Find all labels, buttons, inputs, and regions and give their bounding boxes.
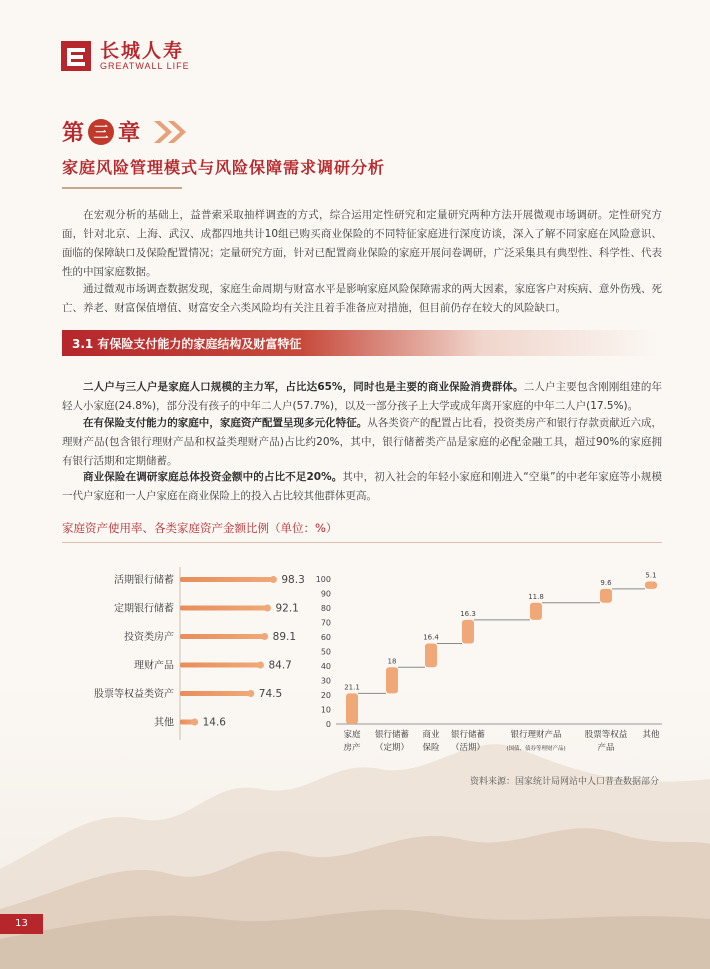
waterfall-y-tick-label: 70 [320,618,331,628]
hbar-category-label: 投资类房产 [124,632,174,643]
waterfall-value-label: 18 [387,657,397,666]
waterfall-category-label: 商业 [422,730,440,740]
hbar-value-label: 74.5 [258,688,283,700]
waterfall-y-tick-label: 10 [320,705,331,715]
section-header-bar [62,330,662,356]
waterfall-category-label: 家庭 [343,730,361,740]
brand-name-en: GREATWALL LIFE [100,61,190,71]
chapter-suffix: 章 [118,121,141,146]
waterfall-category-label: 银行储蓄 [374,730,410,740]
waterfall-bar [530,603,542,620]
waterfall-bar [600,589,612,603]
hbar-bar-end [247,690,254,697]
hbar-bar-end [257,662,264,669]
waterfall-value-label: 16.3 [460,609,476,618]
waterfall-value-label: 16.4 [423,633,439,642]
waterfall-value-label: 21.1 [344,683,360,692]
waterfall-category-label: 产品 [597,743,615,753]
hbar-value-label: 89.1 [272,631,297,643]
waterfall-y-tick-label: 0 [325,720,331,729]
hbar-bar [180,691,251,696]
waterfall-value-label: 11.8 [528,592,544,601]
chapter-title: 家庭风险管理模式与风险保障需求调研分析 [62,158,386,177]
section-title: 3.1 有保险支付能力的家庭结构及财富特征 [72,337,302,351]
waterfall-y-tick-label: 60 [320,633,331,642]
hbar-value-label: 14.6 [202,716,226,729]
hbar-value-label: 84.7 [268,659,292,672]
waterfall-bar [645,581,657,588]
waterfall-bar [462,620,474,644]
finding-2-body: 从各类资产的配置占比看，投资类房产和银行存款贡献近六成，理财产品(包含银行理财产品和权益类理财产品)占比约20%，其中，银行储蓄类产品是家庭的必配金融工具，超过90%的家庭拥有银行活期和定期储蓄。 [62,417,662,467]
waterfall-category-label: 银行理财产品 [510,730,562,740]
waterfall-bar [346,693,358,724]
waterfall-category-label: 保险 [422,743,440,753]
waterfall-y-tick-label: 100 [315,575,331,584]
finding-2-highlight: 在有保险支付能力的家庭中，家庭资产配置呈现多元化特征。 [83,417,368,429]
intro-paragraph-1: 在宏观分析的基础上，益普索采取抽样调查的方式，综合运用定性研究和定量研究两种方法开展微观市场调研。定性研究方面，针对北京、上海、武汉、成都四地共计10组已购买商业保险的不同特征家庭进行深度访谈，深入了解不同家庭在风险意识、面临的保障缺口及保险配置情况；定量研究方面，针对已配置商业保险的家庭开展问卷调研，广泛采集具有典型性、科学性、代表性的中国家庭数据。 [62,209,662,278]
source-note: 资料来源：国家统计局网站中人口普查数据部分 [470,777,660,787]
hbar-bar-end [264,605,271,612]
chapter-label [62,116,190,147]
hbar-bar [180,663,260,668]
hbar-bar-end [270,576,277,583]
waterfall-category-label: (国债、债券等理财产品) [506,746,566,752]
hbar-bar-end [261,633,268,640]
finding-paragraph-1 [62,378,662,416]
hbar-category-label: 理财产品 [134,660,174,672]
waterfall-y-tick-label: 50 [320,647,331,657]
hbar-bar [180,606,267,611]
asset-usage-rate-bar-chart [62,565,312,740]
waterfall-category-label: 股票等权益 [584,730,628,740]
hbar-value-label: 98.3 [281,574,305,586]
waterfall-y-tick-label: 90 [320,589,331,599]
chapter-number-badge: 三 [88,119,114,145]
waterfall-value-label: 5.1 [645,571,657,580]
waterfall-category-label: （定期） [374,743,410,753]
finding-paragraph-3 [62,468,662,506]
brand-logo [60,40,190,72]
chapter-title-underline [62,187,182,189]
waterfall-y-tick-label: 80 [320,604,331,613]
chapter-prefix: 第 [62,121,85,146]
page-number: 13 [0,914,43,934]
waterfall-bar [386,667,398,693]
intro-paragraph-2: 通过微观市场调查数据发现，家庭生命周期与财富水平是影响家庭风险保障需求的两大因素，家庭客户对疾病、意外伤残、死亡、养老、财富保值增值、财富安全六类风险均有关注且着手准备应对措施，但目前仍存在较大的风险缺口。 [62,283,662,314]
waterfall-value-label: 9.6 [600,578,612,587]
brand-name-cn: 长城人寿 [100,40,185,62]
hbar-bar [180,577,273,582]
hbar-bar [180,634,265,639]
hbar-category-label: 其他 [154,717,174,729]
waterfall-category-label: （活期） [450,743,486,753]
waterfall-category-label: 房产 [343,743,361,753]
hbar-value-label: 92.1 [275,602,299,615]
waterfall-category-label: 其他 [642,730,660,740]
hbar-category-label: 股票等权益类资产 [94,689,174,700]
finding-3-highlight: 商业保险在调研家庭总体投资金额中的占比不足20%。 [83,471,343,483]
hbar-bar-end [191,719,198,726]
hbar-category-label: 定期银行储蓄 [114,603,174,615]
waterfall-y-tick-label: 40 [320,662,331,671]
waterfall-bar [425,644,437,668]
asset-allocation-waterfall-chart [310,565,670,765]
waterfall-y-tick-label: 20 [320,691,331,700]
finding-3-body: 其中，初入社会的年轻小家庭和刚进入“空巢”的中老年家庭等小规模一代户家庭和一人户家庭在商业保险上的投入占比较其他群体更高。 [62,471,662,502]
chart-heading-rule [62,542,662,543]
greatwall-logo-icon [60,40,92,72]
chart-heading: 家庭资产使用率、各类家庭资产金额比例（单位：%） [62,521,338,535]
hbar-category-label: 活期银行储蓄 [114,575,174,586]
finding-1-highlight: 二人户与三人户是家庭人口规模的主力军，占比达65%，同时也是主要的商业保险消费群体。 [83,381,524,393]
finding-paragraph-2 [62,414,662,471]
finding-1-body: 二人户主要包含刚刚组建的年轻人小家庭(24.8%)，部分没有孩子的中年二人户(57.7%)，以及一部分孩子上大学或成年离开家庭的中年二人户(17.5%)。 [62,381,663,412]
double-chevron-right-icon [152,118,190,146]
waterfall-y-tick-label: 30 [320,676,331,686]
waterfall-category-label: 银行储蓄 [450,730,486,740]
